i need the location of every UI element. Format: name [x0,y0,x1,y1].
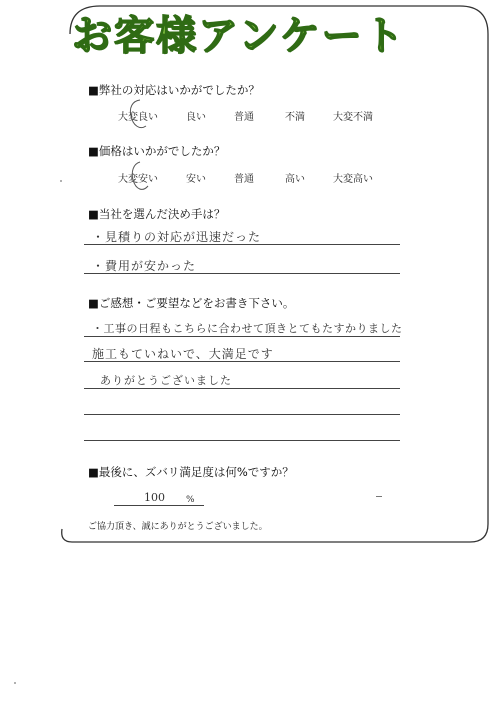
scan-speck [60,180,62,182]
scan-speck [14,682,16,684]
option-good: 良い [186,112,206,123]
selected-circle-price [128,160,154,194]
option-very-expensive: 大変高い [333,174,373,185]
question-price: ■価格はいかがでしたか？ [88,144,226,158]
option-normal-price: 普通 [234,174,254,185]
satisfaction-unit: % [186,495,195,505]
option-expensive: 高い [285,174,305,185]
answer-line [84,361,400,362]
stray-mark [376,496,382,497]
answer-comment-3: ありがとうございました [100,374,232,387]
option-very-good: 大変良い [118,112,158,123]
answer-reason-2: ・費用が安かった [92,259,197,273]
answer-line [84,440,400,441]
answer-reason-1: ・見積りの対応が迅速だった [92,230,262,244]
answer-line [84,414,400,415]
question-reason: ■当社を選んだ決め手は？ [88,207,226,221]
answer-line [84,273,400,274]
answer-comment-2: 施工もていねいで、大満足です [92,347,274,361]
option-cheap: 安い [186,174,206,185]
question-service: ■弊社の対応はいかがでしたか？ [88,83,260,97]
satisfaction-line [114,505,204,506]
option-normal: 普通 [234,112,254,123]
question-comments: ■ご感想・ご要望などをお書き下さい。 [88,296,295,310]
answer-comment-1: ・工事の日程もこちらに合わせて頂きとてもたすかりました [92,322,403,335]
selected-circle-service [126,98,154,132]
page-title: お客様アンケート [72,13,406,59]
thank-you-note: ご協力頂き、誠にありがとうございました。 [88,522,268,532]
answer-line [84,336,400,337]
answer-line [84,244,400,245]
answer-line [84,388,400,389]
satisfaction-value: 100 [144,491,165,504]
option-dissatisfied: 不満 [285,112,305,123]
option-very-dissatisfied: 大変不満 [333,112,373,123]
option-very-cheap: 大変安い [118,174,158,185]
question-satisfaction: ■最後に、ズバリ満足度は何%ですか？ [88,465,294,479]
